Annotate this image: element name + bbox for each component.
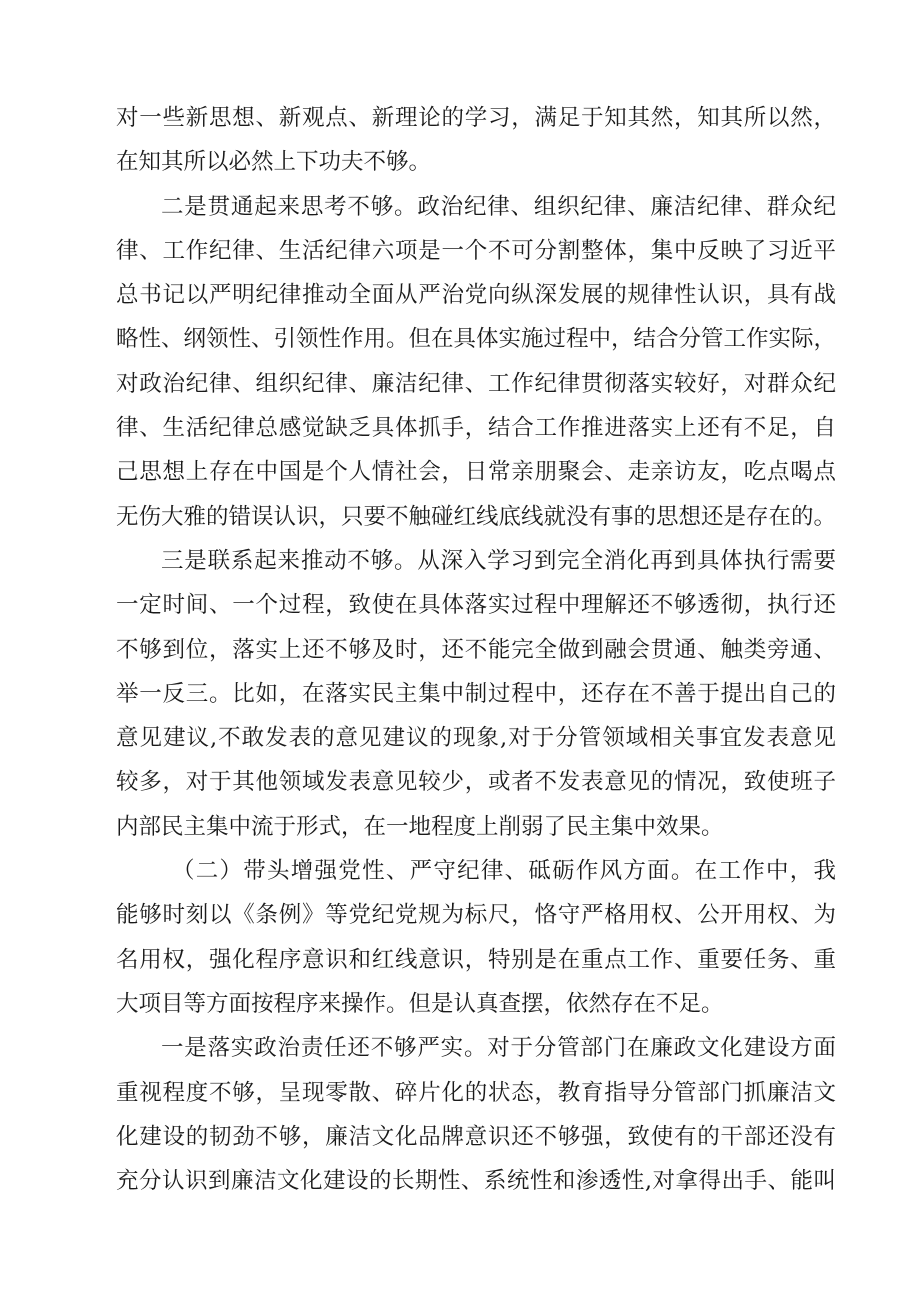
text-line: 略性、纲领性、引领性作用。但在具体实施过程中，结合分管工作实际， (116, 326, 836, 353)
text-line: 对一些新思想、新观点、新理论的学习，满足于知其然，知其所以然， (116, 105, 836, 131)
text-line: 无伤大雅的错误认识，只要不触碰红线底线就没有事的思想还是存在的。 (116, 503, 836, 530)
text-line: 己思想上存在中国是个人情社会，日常亲朋聚会、走亲访友，吃点喝点 (116, 459, 836, 486)
text-line: 不够到位，落实上还不够及时，还不能完全做到融会贯通、触类旁通、 (116, 636, 836, 663)
body-text (116, 96, 836, 1203)
text-line: 大项目等方面按程序来操作。但是认真查摆，依然存在不足。 (116, 990, 724, 1017)
text-line: 律、生活纪律总感觉缺乏具体抓手，结合工作推进落实上还有不足，自 (116, 415, 836, 442)
section-heading-line: （二）带头增强党性、严守纪律、砥砺作风方面。在工作中，我 (172, 858, 836, 885)
text-line: 重视程度不够，呈现零散、碎片化的状态，教育指导分管部门抓廉洁文 (116, 1079, 836, 1106)
paragraph-start-line: 三是联系起来推动不够。从深入学习到完全消化再到具体执行需要 (161, 547, 836, 574)
text-line: 一定时间、一个过程，致使在具体落实过程中理解还不够透彻，执行还 (116, 592, 836, 619)
text-line: 律、工作纪律、生活纪律六项是一个不可分割整体，集中反映了习近平 (116, 237, 836, 264)
text-line: 内部民主集中流于形式，在一地程度上削弱了民主集中效果。 (116, 813, 724, 840)
text-line: 能够时刻以《条例》等党纪党规为标尺，恪守严格用权、公开用权、为 (116, 902, 836, 929)
text-line: 化建设的韧劲不够，廉洁文化品牌意识还不够强，致使有的干部还没有 (116, 1123, 836, 1150)
text-line: 在知其所以必然上下功夫不够。 (116, 149, 432, 176)
paragraph-start-line: 二是贯通起来思考不够。政治纪律、组织纪律、廉洁纪律、群众纪 (161, 193, 836, 220)
text-line: 对政治纪律、组织纪律、廉洁纪律、工作纪律贯彻落实较好，对群众纪 (116, 370, 836, 397)
text-line: 充分认识到廉洁文化建设的长期性、系统性和渗透性,对拿得出手、能叫 (116, 1168, 836, 1195)
text-line: 举一反三。比如，在落实民主集中制过程中，还存在不善于提出自己的 (116, 680, 836, 707)
text-line: 总书记以严明纪律推动全面从严治党向纵深发展的规律性认识，具有战 (116, 282, 836, 309)
text-line: 名用权，强化程序意识和红线意识，特别是在重点工作、重要任务、重 (116, 946, 836, 973)
paragraph-start-line: 一是落实政治责任还不够严实。对于分管部门在廉政文化建设方面 (161, 1035, 836, 1062)
text-line: 意见建议,不敢发表的意见建议的现象,对于分管领域相关事宜发表意见 (116, 725, 836, 752)
text-line: 较多，对于其他领域发表意见较少，或者不发表意见的情况，致使班子 (116, 769, 836, 796)
